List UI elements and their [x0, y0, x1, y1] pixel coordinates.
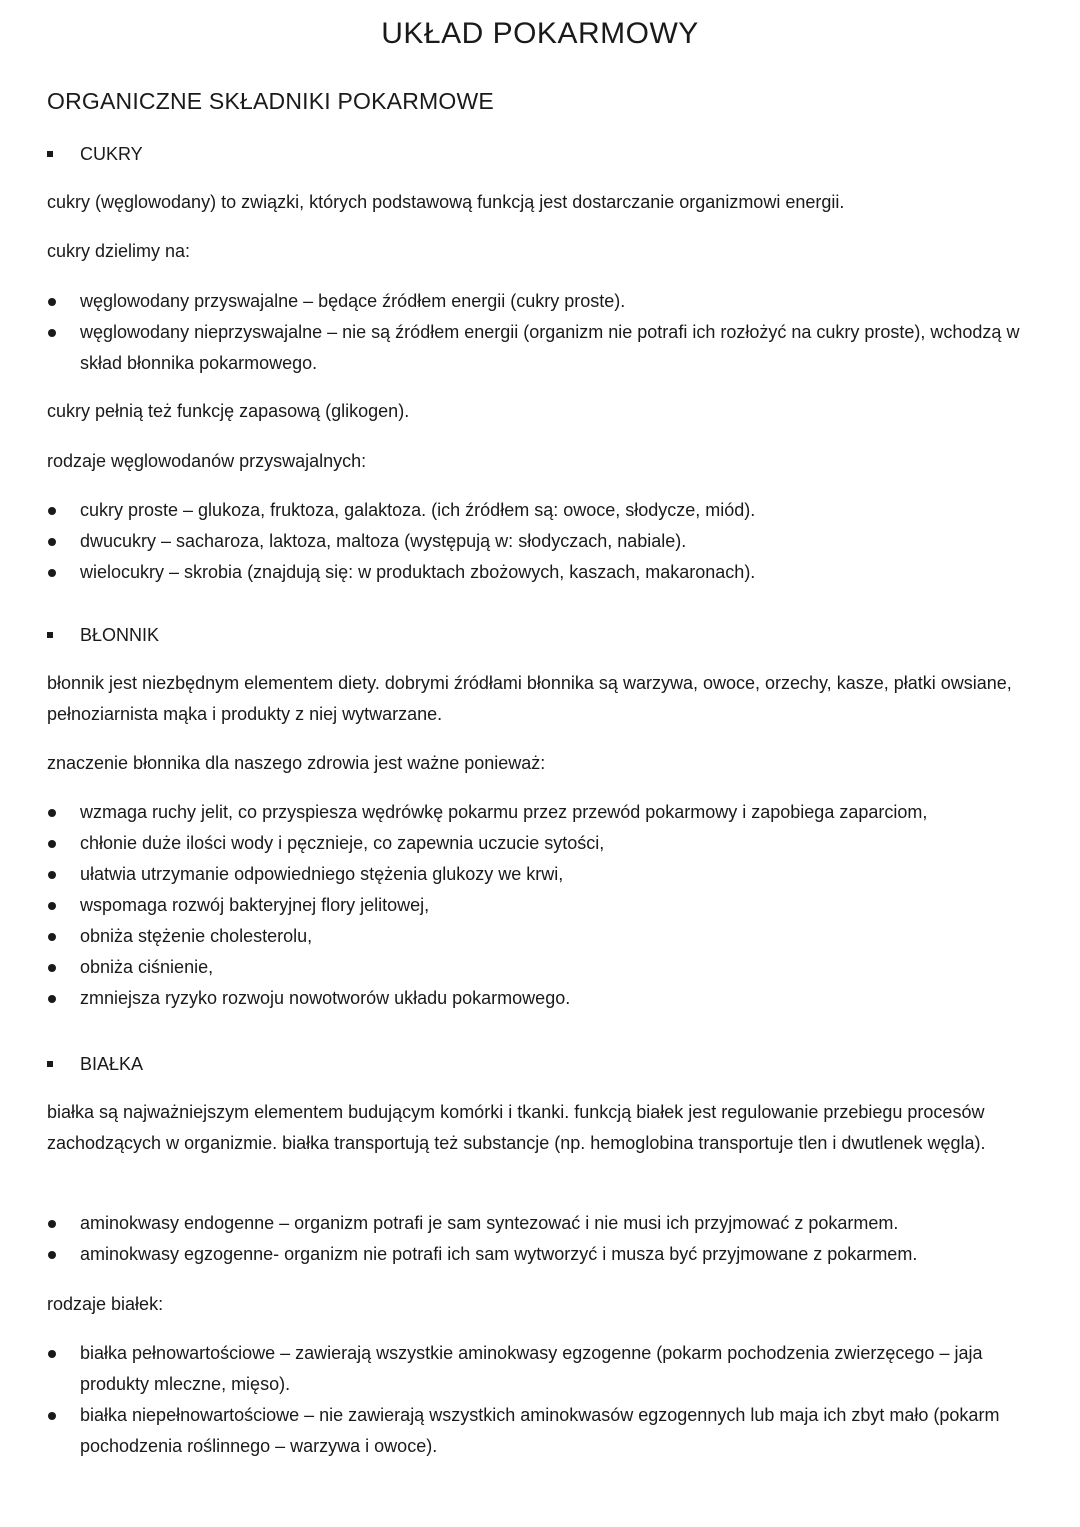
- square-bullet-icon: [47, 632, 53, 638]
- cukry-reserve: cukry pełnią też funkcję zapasową (glikogen).: [47, 401, 410, 421]
- page-title: UKŁAD POKARMOWY: [381, 17, 699, 50]
- blonnik-intro: błonnik jest niezbędnym elementem diety. dobrymi źródłami błonnika są warzywa, owoce, orzechy, kasze, płatki owsiane, pełnoziarnista mąka i produkty z niej wytwarzane.: [47, 673, 1012, 724]
- list-item: wzmaga ruchy jelit, co przyspiesza wędrówkę pokarmu przez przewód pokarmowy i zapobiega zaparciom,: [47, 797, 1042, 828]
- list-item: węglowodany przyswajalne – będące źródłem energii (cukry proste).: [47, 286, 1042, 317]
- heading-cukry-label: CUKRY: [80, 144, 143, 164]
- cukry-division-label: cukry dzielimy na:: [47, 241, 191, 261]
- list-item: białka pełnowartościowe – zawierają wszystkie aminokwasy egzogenne (pokarm pochodzenia zwierzęcego – jaja produkty mleczne, mięso).: [47, 1338, 1042, 1400]
- list-item: cukry proste – glukoza, fruktoza, galaktoza. (ich źródłem są: owoce, słodycze, miód).: [47, 495, 1042, 526]
- list-item: ułatwia utrzymanie odpowiedniego stężenia glukozy we krwi,: [47, 859, 1042, 890]
- cukry-intro: cukry (węglowodany) to związki, których podstawową funkcją jest dostarczanie organizmowi energii.: [47, 192, 845, 212]
- list-item: węglowodany nieprzyswajalne – nie są źródłem energii (organizm nie potrafi ich rozłożyć na cukry proste), wchodzą w skład błonnika pokarmowego.: [47, 317, 1042, 379]
- section-title: ORGANICZNE SKŁADNIKI POKARMOWE: [47, 88, 494, 114]
- blonnik-importance-label: znaczenie błonnika dla naszego zdrowia jest ważne ponieważ:: [47, 753, 546, 773]
- square-bullet-icon: [47, 151, 53, 157]
- list-item: chłonie duże ilości wody i pęcznieje, co zapewnia uczucie sytości,: [47, 828, 1042, 859]
- bialka-types-label: rodzaje białek:: [47, 1294, 164, 1314]
- cukry-types-list: [47, 495, 1042, 588]
- square-bullet-icon: [47, 1061, 53, 1067]
- list-item: wielocukry – skrobia (znajdują się: w produktach zbożowych, kaszach, makaronach).: [47, 557, 1042, 588]
- heading-blonnik-label: BŁONNIK: [80, 625, 160, 645]
- list-item: obniża ciśnienie,: [47, 952, 1042, 983]
- heading-bialka-label: BIAŁKA: [80, 1054, 144, 1074]
- list-item: białka niepełnowartościowe – nie zawierają wszystkich aminokwasów egzogennych lub maja ich zbyt mało (pokarm pochodzenia roślinnego – warzywa i owoce).: [47, 1400, 1042, 1462]
- list-item: obniża stężenie cholesterolu,: [47, 921, 1042, 952]
- list-item: dwucukry – sacharoza, laktoza, maltoza (występują w: słodyczach, nabiale).: [47, 526, 1042, 557]
- bialka-intro: białka są najważniejszym elementem budującym komórki i tkanki. funkcją białek jest regulowanie przebiegu procesów zachodzących w organizmie. białka transportują też substancje (np. hemoglobina transportuje tlen i dwutlenek węgla).: [47, 1102, 986, 1153]
- list-item: wspomaga rozwój bakteryjnej flory jelitowej,: [47, 890, 1042, 921]
- blonnik-importance-list: [47, 797, 1042, 1014]
- list-item: aminokwasy endogenne – organizm potrafi je sam syntezować i nie musi ich przyjmować z pokarmem.: [47, 1208, 1042, 1239]
- bialka-types-list: [47, 1338, 1042, 1462]
- cukry-types-label: rodzaje węglowodanów przyswajalnych:: [47, 451, 367, 471]
- list-item: zmniejsza ryzyko rozwoju nowotworów układu pokarmowego.: [47, 983, 1042, 1014]
- list-item: aminokwasy egzogenne- organizm nie potrafi ich sam wytworzyć i musza być przyjmowane z pokarmem.: [47, 1239, 1042, 1270]
- cukry-division-list: [47, 286, 1042, 379]
- bialka-amino-list: [47, 1208, 1042, 1270]
